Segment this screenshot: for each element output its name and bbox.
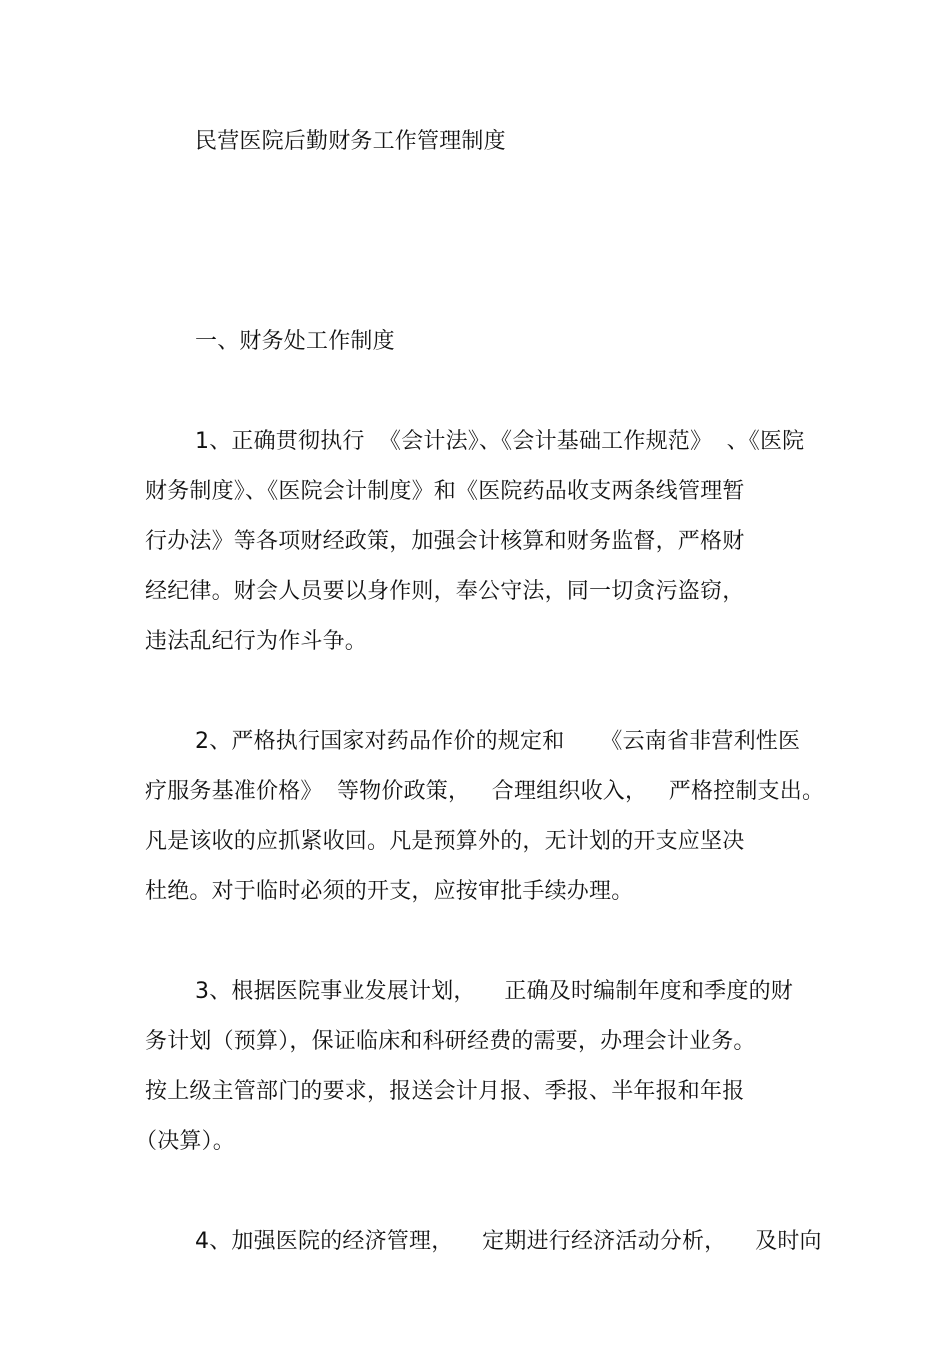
- paragraph-line: （决算）。: [135, 1129, 236, 1154]
- paragraph-line: 杜绝。对于临时必须的开支，应按审批手续办理。: [145, 879, 634, 904]
- paragraph-line: 行办法》等各项财经政策，加强会计核算和财务监督，严格财: [145, 529, 745, 554]
- document-title: 民营医院后勤财务工作管理制度: [195, 129, 506, 154]
- paragraph-line: 2、严格执行国家对药品作价的规定和 《云南省非营利性医: [195, 729, 801, 754]
- paragraph-line: 疗服务基准价格》 等物价政策， 合理组织收入， 严格控制支出。: [145, 779, 825, 804]
- paragraph-line: 财务制度》、《医院会计制度》和《医院药品收支两条线管理暂: [145, 479, 745, 504]
- paragraph-line: 凡是该收的应抓紧收回。凡是预算外的，无计划的开支应坚决: [145, 829, 745, 854]
- section-heading: 一、财务处工作制度: [195, 329, 395, 354]
- paragraph-line: 3、根据医院事业发展计划， 正确及时编制年度和季度的财: [195, 979, 793, 1004]
- paragraph-line: 务计划（预算），保证临床和科研经费的需要，办理会计业务。: [145, 1029, 756, 1054]
- paragraph-line: 按上级主管部门的要求，报送会计月报、季报、半年报和年报: [145, 1079, 745, 1104]
- paragraph-line: 违法乱纪行为作斗争。: [145, 629, 368, 654]
- paragraph-line: 经纪律。财会人员要以身作则，奉公守法，同一切贪污盗窃，: [145, 579, 745, 604]
- paragraph-line: 1、正确贯彻执行 《会计法》、《会计基础工作规范》 、《医院: [195, 429, 805, 454]
- paragraph-line: 4、加强医院的经济管理， 定期进行经济活动分析， 及时向: [195, 1229, 822, 1254]
